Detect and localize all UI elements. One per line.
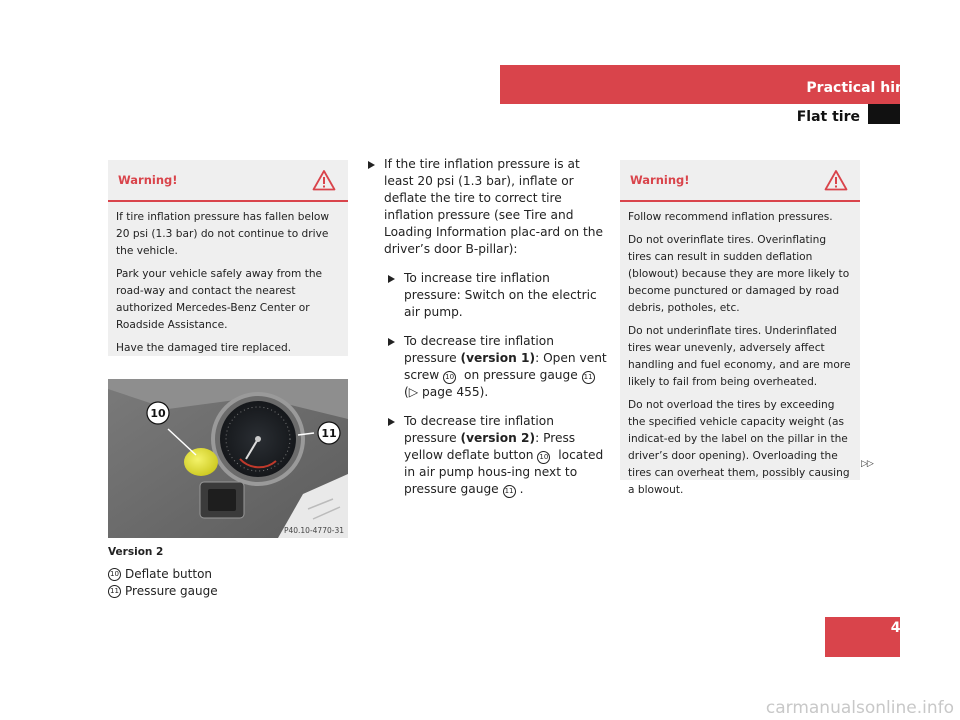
page-number: 457: [890, 620, 920, 636]
warning-title: Warning!: [630, 173, 690, 187]
version-label: (version 2): [460, 431, 536, 445]
air-pump-illustration: [108, 379, 348, 538]
instruction-sub-3: [388, 413, 608, 498]
instructions: [368, 156, 608, 510]
section-title: Practical hints: [806, 80, 920, 96]
callout-10-label: 10: [150, 407, 166, 420]
warning-paragraph: Have the damaged tire replaced.: [116, 342, 292, 354]
bullet-icon: [388, 275, 395, 283]
warning-paragraph: If tire inflation pressure has fallen below 20 psi (1.3 bar) do not continue to drive the vehicle.: [116, 211, 330, 257]
warning-paragraph: Do not overinflate tires. Overinflating tires can result in sudden deflation (blowout) because they are more likely to become punctured or damaged by road debris, potholes, etc.: [628, 234, 850, 314]
inline-number: 10: [537, 451, 550, 464]
warning-triangle-icon: [312, 169, 336, 191]
warning-paragraph: Park your vehicle safely away from the road-way and contact the nearest authorized Mercedes-Benz Center or Roadside Assistance.: [116, 268, 323, 331]
warning-header: [620, 160, 860, 202]
warning-title: Warning!: [118, 173, 178, 187]
version-label: (version 1): [460, 351, 536, 365]
instruction-text: : Press yellow deflate button: [404, 431, 576, 462]
page-reference: (▷ page 455).: [404, 385, 489, 399]
warning-paragraph: Do not overload the tires by exceeding the specified vehicle capacity weight (as indicat-ed by the label on the pillar in the driver’s door opening). Overloading the tires can overheat them, possibly causing a blowout.: [628, 399, 850, 496]
header-marker: [868, 104, 900, 124]
warning-paragraph: Follow recommend inflation pressures.: [628, 211, 833, 223]
instruction-text: If the tire inflation pressure is at least 20 psi (1.3 bar), inflate or deflate the tire to correct tire inflation pressure (see Tire and Loading Information plac-ard on the driver’s door B-pillar):: [384, 157, 603, 256]
instruction-text: To decrease tire inflation pressure: [404, 334, 554, 365]
warning-body: [108, 202, 348, 357]
legend-number: 10: [108, 568, 121, 581]
inline-number: 11: [503, 485, 516, 498]
inline-number: 11: [582, 371, 595, 384]
warning-box-left: [108, 160, 348, 356]
instruction-text: To increase tire inflation pressure: Switch on the electric air pump.: [404, 271, 597, 319]
instruction-text: : Open vent screw: [404, 351, 607, 382]
legend-text: Pressure gauge: [125, 584, 218, 598]
watermark: carmanualsonline.info: [765, 698, 954, 718]
air-pump-photo: [108, 379, 348, 538]
legend-number: 11: [108, 585, 121, 598]
bullet-icon: [388, 338, 395, 346]
warning-body: [620, 202, 860, 499]
legend-item: [108, 566, 218, 583]
figure-code: P40.10-4770-31: [283, 526, 344, 535]
warning-box-right: [620, 160, 860, 496]
warning-paragraph: Do not underinflate tires. Underinflated tires wear unevenly, adversely affect handling and fuel economy, and are more likely to fail from being overheated.: [628, 325, 851, 388]
continue-arrows-icon: ▷▷: [861, 459, 873, 469]
bullet-icon: [368, 161, 375, 169]
callout-11-label: 11: [321, 427, 337, 440]
legend-text: Deflate button: [125, 567, 213, 581]
figure-caption: Version 2: [108, 546, 164, 558]
instruction-text: To decrease tire inflation pressure: [404, 414, 554, 445]
warning-triangle-icon: [824, 169, 848, 191]
legend-item: [108, 583, 218, 600]
instruction-main: [368, 156, 608, 258]
page-number-box: [825, 617, 900, 657]
instruction-text: on pressure gauge: [460, 368, 582, 382]
instruction-sub-2: [388, 333, 608, 401]
section-subtitle: Flat tire: [796, 109, 860, 125]
figure-legend: [108, 566, 218, 600]
inline-number: 10: [443, 371, 456, 384]
instruction-sub-1: [388, 270, 608, 321]
warning-header: [108, 160, 348, 202]
instruction-text: .: [519, 482, 524, 496]
bullet-icon: [388, 418, 395, 426]
instruction-text: located in air pump hous-ing next to pressure gauge: [404, 448, 604, 496]
